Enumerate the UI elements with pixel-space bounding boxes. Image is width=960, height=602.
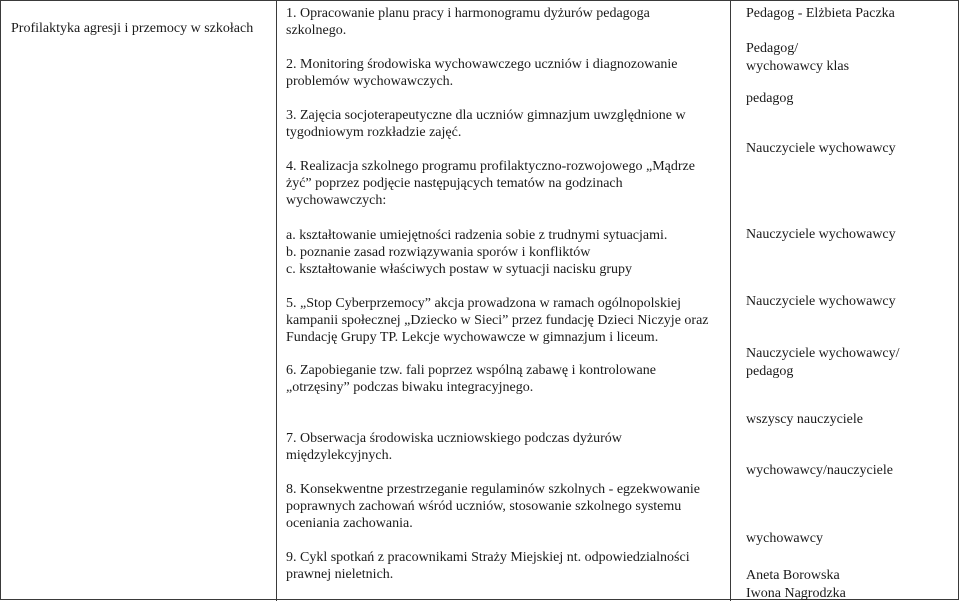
task-line: oceniania zachowania. [286, 516, 413, 531]
task-line: międzylekcyjnych. [286, 448, 393, 463]
topic-text: Profilaktyka agresji i przemocy w szkołach [11, 21, 254, 36]
task-line: 5. „Stop Cyberprzemocy” akcja prowadzona w ramach ogólnopolskiej [286, 296, 681, 311]
task-line: 4. Realizacja szkolnego programu profilaktyczno-rozwojowego „Mądrze [286, 159, 695, 174]
responsible-line: Iwona Nagrodzka [746, 586, 846, 601]
task-line: a. kształtowanie umiejętności radzenia sobie z trudnymi sytuacjami. [286, 228, 668, 243]
task-line: tygodniowym rozkładzie zajęć. [286, 125, 462, 140]
task-line: c. kształtowanie właściwych postaw w sytuacji nacisku grupy [286, 262, 633, 277]
task-line: poprawnych zachowań wśród uczniów, stosowanie szkolnego systemu [286, 499, 682, 514]
column-divider [276, 1, 277, 601]
responsible-line: wszyscy nauczyciele [746, 412, 863, 427]
task-line: 3. Zajęcia socjoterapeutyczne dla uczniów gimnazjum uwzględnione w [286, 108, 686, 123]
task-line: 9. Cykl spotkań z pracownikami Straży Miejskiej nt. odpowiedzialności [286, 550, 690, 565]
task-line: „otrzęsiny” podczas biwaku integracyjnego. [286, 380, 534, 395]
responsible-line: Pedagog - Elżbieta Paczka [746, 6, 895, 21]
responsible-line: Pedagog/ [746, 41, 799, 56]
responsible-line: pedagog [746, 364, 794, 379]
task-line: żyć” poprzez podjęcie następujących tematów na godzinach [286, 176, 623, 191]
task-line: Fundację Grupy TP. Lekcje wychowawcze w gimnazjum i liceum. [286, 330, 659, 345]
task-line: kampanii społecznej „Dziecko w Sieci” przez fundację Dzieci Niczyje oraz [286, 313, 709, 328]
task-line: 6. Zapobieganie tzw. fali poprzez wspólną zabawę i kontrolowane [286, 363, 656, 378]
responsible-line: wychowawcy/nauczyciele [746, 463, 893, 478]
task-line: 7. Obserwacja środowiska uczniowskiego podczas dyżurów [286, 431, 622, 446]
responsible-line: Nauczyciele wychowawcy [746, 227, 896, 242]
responsible-line: wychowawcy klas [746, 59, 850, 74]
task-line: szkolnego. [286, 23, 347, 38]
task-line: 1. Opracowanie planu pracy i harmonogramu dyżurów pedagoga [286, 6, 650, 21]
task-line: 2. Monitoring środowiska wychowawczego uczniów i diagnozowanie [286, 57, 678, 72]
responsible-line: Nauczyciele wychowawcy [746, 141, 896, 156]
task-line: 8. Konsekwentne przestrzeganie regulaminów szkolnych - egzekwowanie [286, 482, 701, 497]
task-line: problemów wychowawczych. [286, 74, 454, 89]
responsible-line: pedagog [746, 91, 794, 106]
task-line: b. poznanie zasad rozwiązywania sporów i konfliktów [286, 245, 591, 260]
responsible-line: wychowawcy [746, 531, 823, 546]
task-line: wychowawczych: [286, 193, 387, 208]
responsible-line: Nauczyciele wychowawcy/ [746, 346, 900, 361]
responsible-line: Aneta Borowska [746, 568, 840, 583]
column-divider [730, 1, 731, 601]
task-line: prawnej nieletnich. [286, 567, 394, 582]
responsible-line: Nauczyciele wychowawcy [746, 294, 896, 309]
